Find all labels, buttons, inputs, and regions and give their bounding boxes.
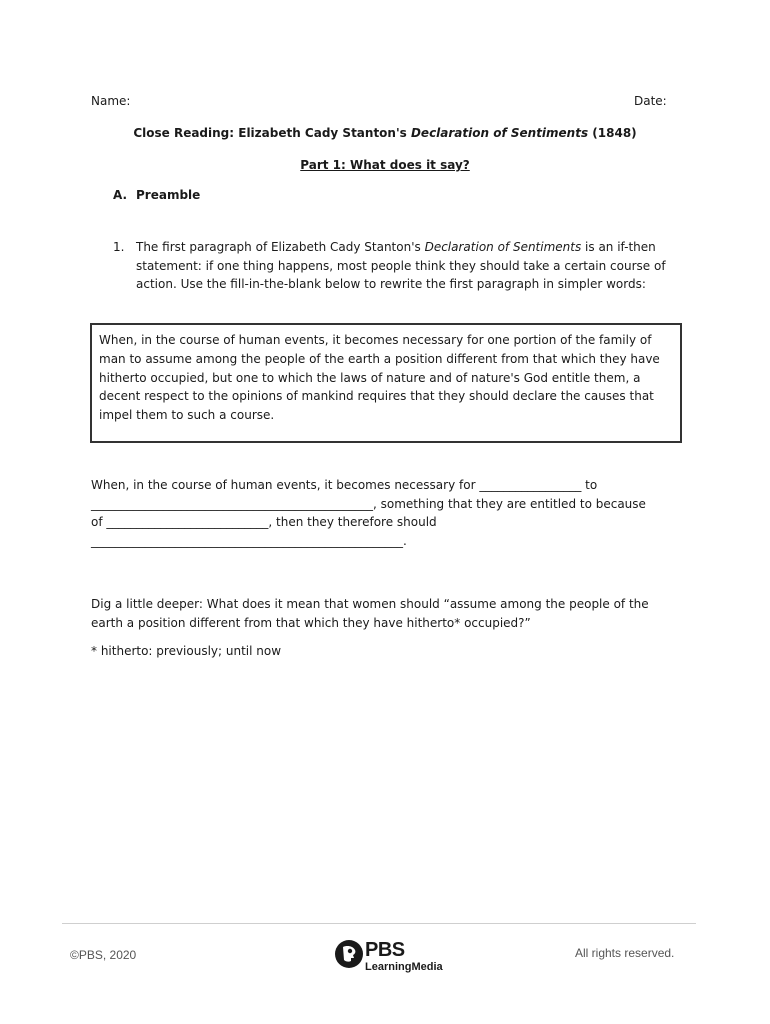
part-heading: Part 1: What does it say? <box>300 158 470 172</box>
fill-line-1: When, in the course of human events, it becomes necessary for _________________ to <box>91 478 598 492</box>
title-italic: Declaration of Sentiments <box>410 126 589 140</box>
section-label: Preamble <box>136 188 201 202</box>
logo-subtitle: LearningMedia <box>365 961 443 973</box>
footnote: * hitherto: previously; until now <box>91 644 282 658</box>
title-prefix: Close Reading: Elizabeth Cady Stanton's <box>133 126 411 140</box>
question-number: 1. <box>113 240 125 254</box>
fill-line-4: ____________________________________________________. <box>91 533 407 548</box>
date-label: Date: <box>634 94 667 108</box>
copyright: ©PBS, 2020 <box>70 948 137 962</box>
pbs-learningmedia-logo <box>334 939 454 981</box>
fill-in-blank[interactable] <box>91 476 676 550</box>
question-text-italic: Declaration of Sentiments <box>424 240 582 254</box>
fill-line-2: _______________________________________________, something that they are entitled to because <box>91 496 646 511</box>
title-suffix: (1848) <box>588 126 637 140</box>
section-letter: A. <box>113 188 128 202</box>
logo-wordmark: PBS <box>365 939 405 961</box>
question-text-before: The first paragraph of Elizabeth Cady Stanton's <box>136 240 425 254</box>
dig-deeper-question: Dig a little deeper: What does it mean that women should “assume among the people of the earth a position different from that which they have hitherto* occupied?” <box>91 597 649 630</box>
quote-box: When, in the course of human events, it becomes necessary for one portion of the family of man to assume among the people of the earth a position different from that which they have hitherto occupied, but one to which the laws of nature and of nature's God entitle them, a decent respect to the opinions of mankind requires that they should declare the causes that impel them to such a course. <box>90 323 682 443</box>
question-text-after: is an if-then statement: if one thing happens, most people think they should take a certain course of action. Use the fill-in-the-blank below to rewrite the first paragraph in simpler words: <box>136 240 666 291</box>
rights-reserved: All rights reserved. <box>575 946 675 960</box>
section-heading <box>113 188 200 202</box>
pbs-head-icon <box>334 939 364 969</box>
question-text <box>136 238 681 294</box>
name-label: Name: <box>91 94 131 108</box>
fill-line-3: of ___________________________, then they therefore should <box>91 515 437 529</box>
document-title <box>0 126 770 140</box>
footer-divider <box>62 923 696 924</box>
